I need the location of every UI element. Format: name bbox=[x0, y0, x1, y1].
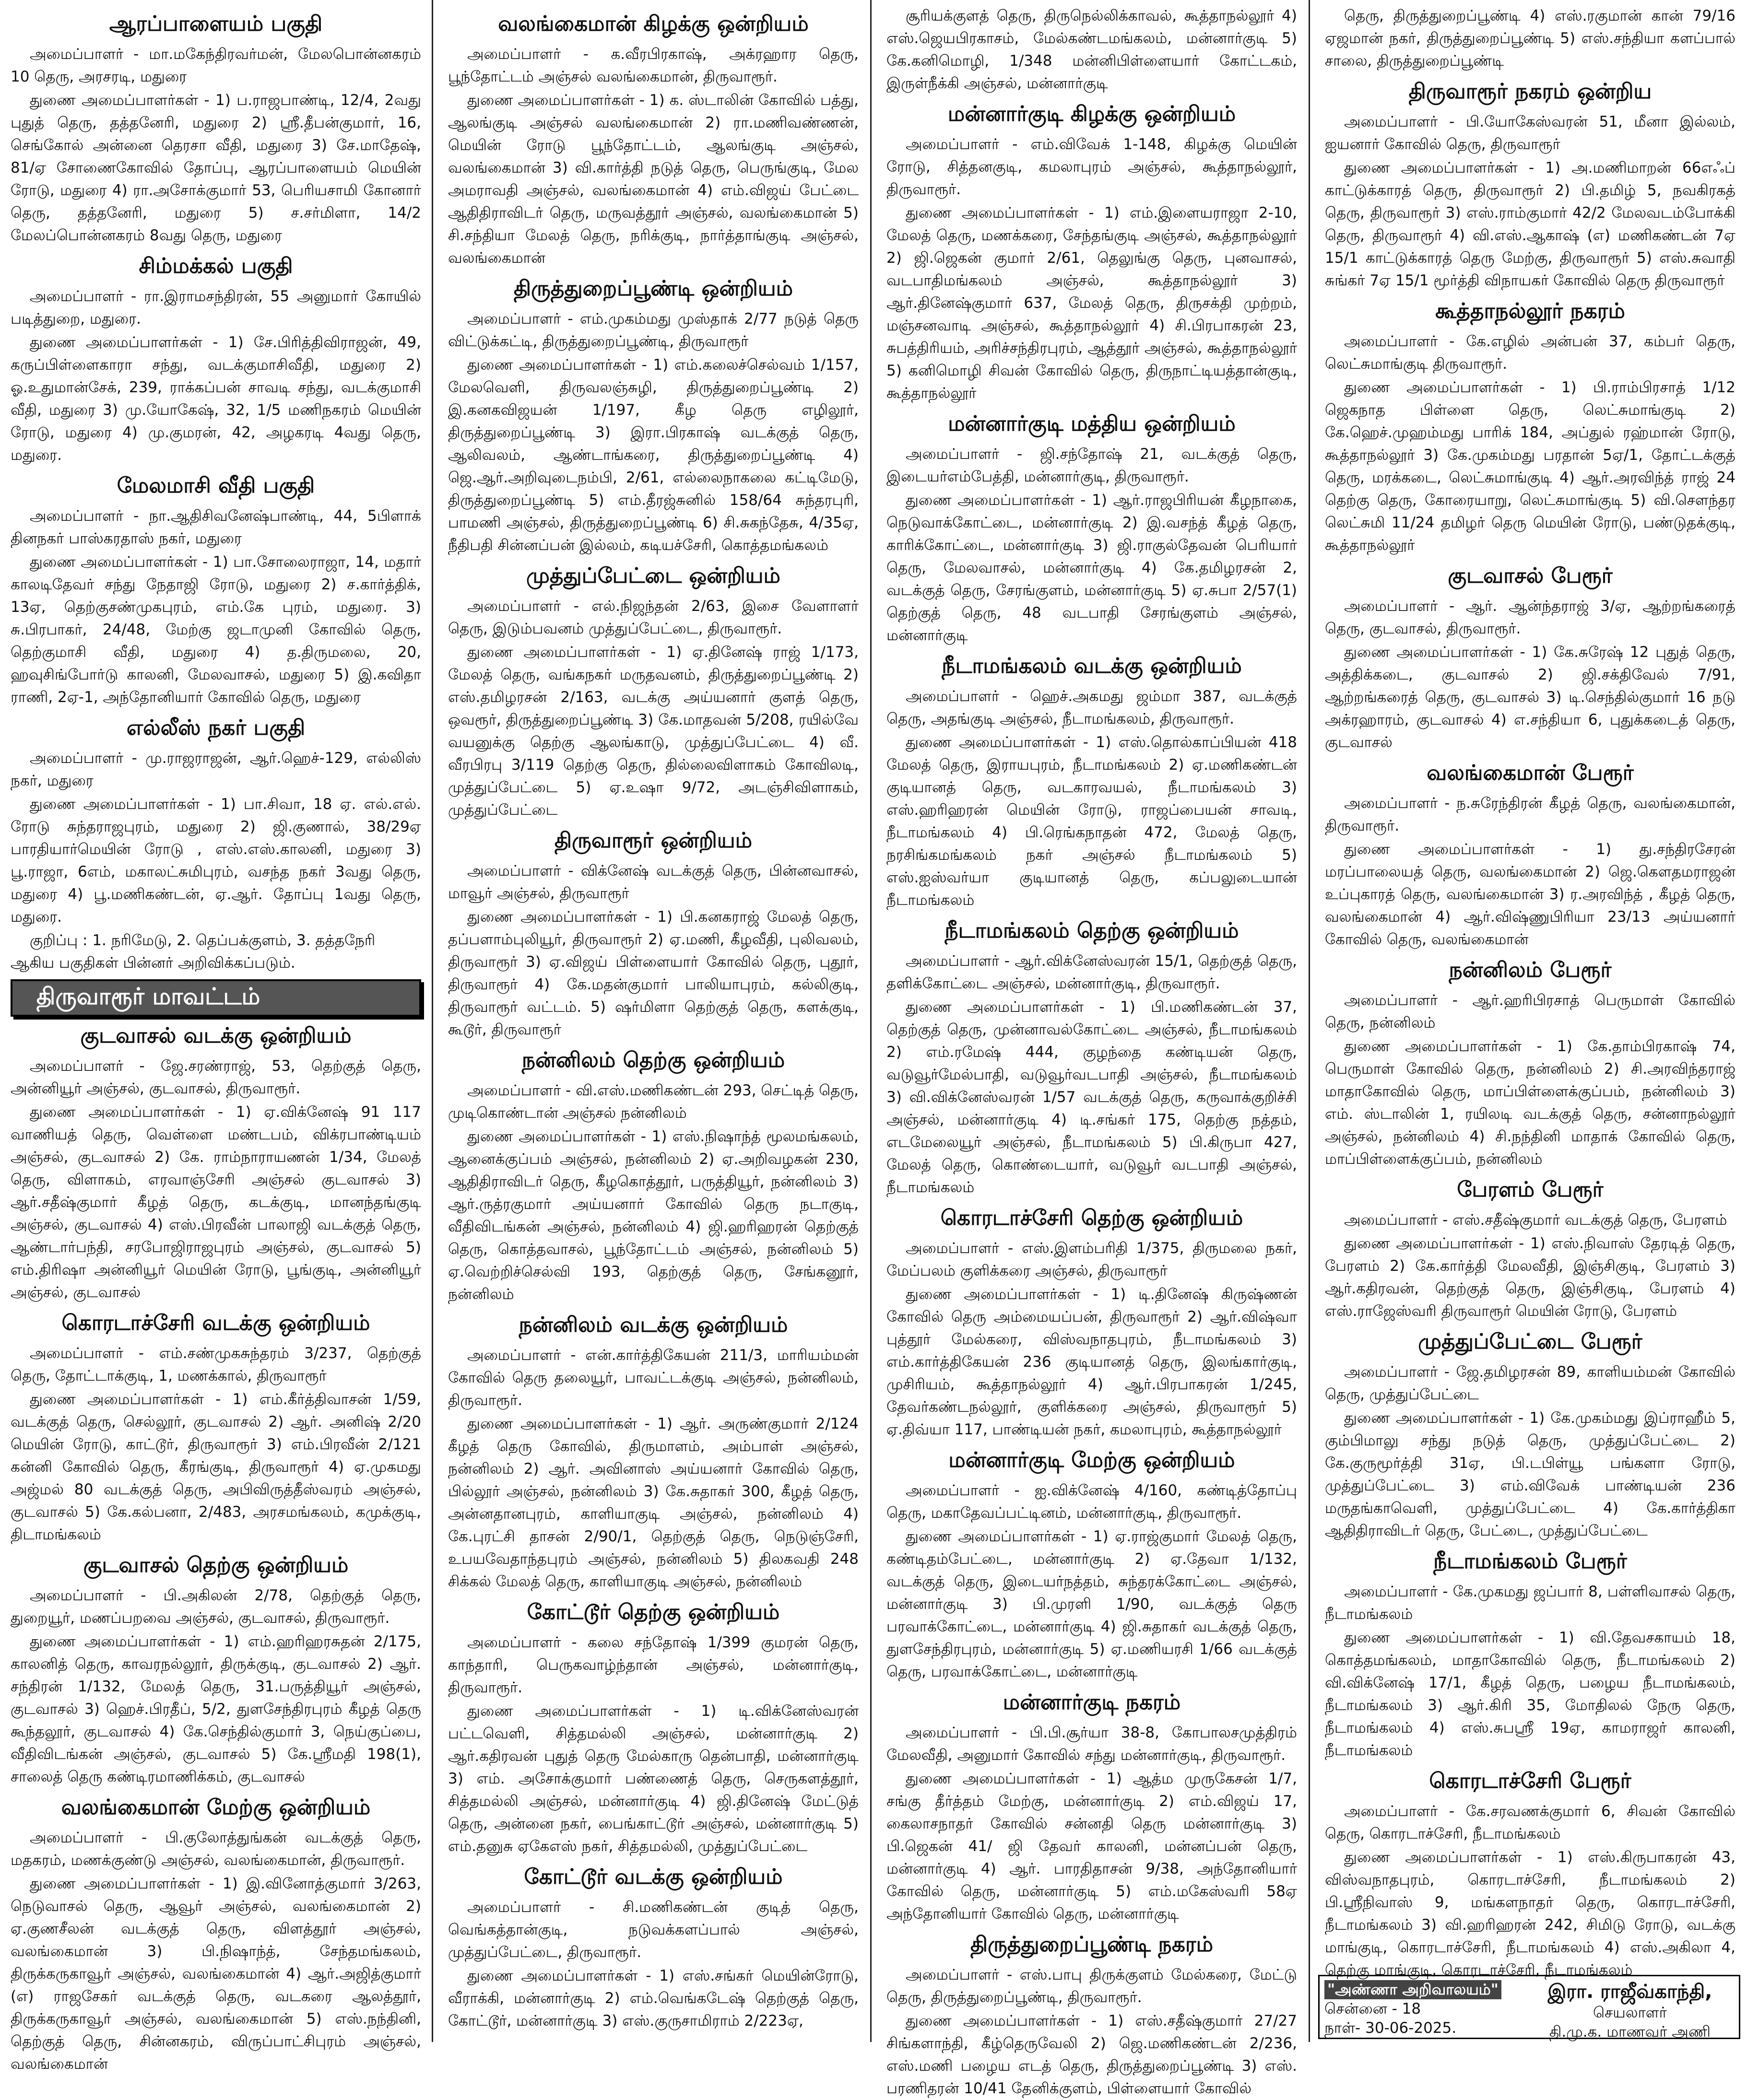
column-divider bbox=[432, 0, 433, 2042]
body-paragraph: அமைப்பாளர் - மா.மகேந்திரவர்மன், மேலபொன்னகரம் 10 தெரு, அரசரடி, மதுரை bbox=[11, 46, 421, 85]
body-paragraph: துணை அமைப்பாளர்கள் - 1) எம்.கீர்த்திவாசன் 1/59, வடக்குத் தெரு, செல்லூர், குடவாசல் 2) ஆர். அனிஷ் 2/20 மெயின் ரோடு, காட்டூர், திருவாரூர் 3) எம்.பிரவீன் 2/121 கன்னி கோவில் தெரு, கீரங்குடி, திருவாரூர் 4) ஏ.முகமது அஜ்மல் 80 வடக்குத் தெரு, அபிவிருத்தீஸ்வரம் அஞ்சல், குடவாசல் 5) கே.கல்பனா, 2/483, அரசமங்கலம், கமுக்குடி, திடாமங்கலம் bbox=[11, 1391, 421, 1543]
section-heading: கோட்டூர் தெற்கு ஒன்றியம் bbox=[527, 1600, 780, 1624]
footer-city: சென்னை - 18 bbox=[1324, 2000, 1421, 2018]
body-paragraph: துணை அமைப்பாளர்கள் - 1) எஸ்.சதீஷ்குமார் 27/27 சிங்களாந்தி, கீழ்தெருவேலி 2) ஜெ.மணிகண்டன் 2/236, எஸ்.மணி பழைய எடத் தெரு, திருத்துறைப்பூண்டி 3) எஸ். பரணிதரன் 10/41 தேனிக்குளம், பிள்ளையார் கோவில் bbox=[886, 2012, 1297, 2097]
section-heading: மேலமாசி வீதி பகுதி bbox=[117, 473, 315, 498]
section-heading: திருத்துறைப்பூண்டி நகரம் bbox=[970, 1932, 1214, 1957]
body-paragraph: துணை அமைப்பாளர்கள் - 1) ஏ.ராஜ்குமார் மேலத் தெரு, கண்டிதம்பேட்டை, மன்னார்குடி 2) ஏ.தேவா 1/132, வடக்குத் தெரு, இடையர்நத்தம், சுந்தரக்கோட்டை அஞ்சல், மன்னார்குடி 3) பி.முரளி 1/90, வடக்குத் தெரு பரவாக்கோட்டை, மன்னார்குடி 4) ஜி.சுதாகர் வடக்குத் தெரு, துளசேந்திரபுரம், மன்னார்குடி 5) ஏ.மணியரசி 1/66 வடக்குத் தெரு, பரவாக்கோட்டை, மன்னார்குடி bbox=[886, 1528, 1297, 1680]
section-heading: மன்னார்குடி மேற்கு ஒன்றியம் bbox=[948, 1448, 1235, 1472]
section-heading: கொரடாச்சேரி தெற்கு ஒன்றியம் bbox=[940, 1206, 1243, 1230]
body-paragraph: அமைப்பாளர் - என்.கார்த்திகேயன் 211/3, மாரியம்மன் கோவில் தெரு தலையூர், பாவட்டக்குடி அஞ்சல், நன்னிலம், திருவாரூர். bbox=[448, 1347, 859, 1409]
section-heading: முத்துப்பேட்டை ஒன்றியம் bbox=[526, 563, 780, 588]
section-heading: திருவாரூர் ஒன்றியம் bbox=[554, 828, 752, 853]
body-paragraph: அமைப்பாளர் - எஸ்.சதீஷ்குமார் வடக்குத் தெரு, பேரளம் bbox=[1344, 1211, 1727, 1229]
body-paragraph: துணை அமைப்பாளர்கள் - 1) கே.முகம்மது இப்ராஹீம் 5, கும்பிமாலு சந்து நடுத் தெரு, முத்துப்பேட்டை 2) கே.குருமூர்த்தி 31ஏ, பி.டபிள்யூ பங்களா ரோடு, முத்துப்பேட்டை 3) எம்.விவேக் பாண்டியன் 236 மருதங்காவெளி, முத்துப்பேட்டை 4) கே.கார்த்திகா ஆதிதிராவிடர் தெரு, பேட்டை, முத்துப்பேட்டை bbox=[1325, 1409, 1735, 1539]
section-heading: மன்னார்குடி மத்திய ஒன்றியம் bbox=[948, 411, 1236, 436]
body-paragraph: சூரியக்குளத் தெரு, திருநெல்லிக்காவல், கூத்தாநல்லூர் 4) எஸ்.ஜெயபிரகாசம், மேல்கண்டமங்கலம், மன்னார்குடி 5) கே.கனிமொழி, 1/348 மன்னிபிள்ளையார் கோட்டகம், இருள்நீக்கி அஞ்சல், மன்னார்குடி bbox=[886, 7, 1297, 92]
body-paragraph: அமைப்பாளர் - கே.முகமது ஜப்பார் 8, பள்ளிவாசல் தெரு, நீடாமங்கலம் bbox=[1325, 1583, 1735, 1623]
section-heading: திருவாரூர் நகரம் ஒன்றிய bbox=[1408, 79, 1652, 104]
district-heading: திருவாரூர் மாவட்டம் bbox=[11, 979, 421, 1017]
body-paragraph: துணை அமைப்பாளர்கள் - 1) சே.பிரித்திவிராஜன், 49, கருப்பிள்ளைகாரா சந்து, வடக்குமாசிவீதி, மதுரை 2) ஓ.உதுமான்சேக், 239, ராக்கப்பன் சாவடி சந்து, வடக்குமாசி வீதி, மதுரை 3) மு.யோகேஷ், 32, 1/5 மணிநகரம் மெயின் ரோடு, மதுரை 4) மு.குமரன், 42, அழகரடி 4வது தெரு, மதுரை. bbox=[11, 334, 421, 464]
section-heading: நீடாமங்கலம் பேரூர் bbox=[1433, 1549, 1627, 1573]
body-paragraph: அமைப்பாளர் - பி.அகிலன் 2/78, தெற்குத் தெரு, துறையூர், மணப்பறவை அஞ்சல், குடவாசல், திருவாரூர். bbox=[11, 1587, 421, 1627]
body-paragraph: அமைப்பாளர் - ஆர்.ஹரிபிரசாத் பெருமாள் கோவில் தெரு, நன்னிலம் bbox=[1325, 992, 1735, 1032]
body-paragraph: அமைப்பாளர் - எம்.முகம்மது முஸ்தாக் 2/77 நடுத் தெரு விட்டுக்கட்டி, திருத்துறைப்பூண்டி, திருவாரூர் bbox=[448, 310, 859, 350]
body-paragraph: அமைப்பாளர் - ஜே.தமிழரசன் 89, காளியம்மன் கோவில் தெரு, முத்துப்பேட்டை bbox=[1325, 1363, 1735, 1403]
body-paragraph: அமைப்பாளர் - மு.ராஜராஜன், ஆர்.ஹெச்-129, எல்லிஸ் நகர், மதுரை bbox=[11, 750, 421, 789]
section-heading: குடவாசல் தெற்கு ஒன்றியம் bbox=[83, 1553, 349, 1577]
section-heading: கொரடாச்சேரி வடக்கு ஒன்றியம் bbox=[61, 1311, 370, 1335]
section-heading: ஆரப்பாளையம் பகுதி bbox=[109, 12, 323, 36]
column-4 bbox=[1314, 0, 1746, 1979]
section-heading: கொரடாச்சேரி பேரூர் bbox=[1429, 1769, 1631, 1793]
body-paragraph: துணை அமைப்பாளர்கள் - 1) எஸ்.கிருபாகரன் 43, விஸ்வநாதபுரம், கொரடாச்சேரி, நீடாமங்கலம் 2) பி.ஸ்ரீநிவாஸ் 9, மங்களநாதர் தெரு, கொரடாச்சேரி, நீடாமங்கலம் 3) வி.ஹரிஹரன் 242, சிமிடு ரோடு, வடக்கு மாங்குடி, கொரடாச்சேரி, நீடாமங்கலம் 4) எஸ்.அகிலா 4, தெற்கு மாங்குடி, கொரடாச்சேரி, நீடாமங்கலம் bbox=[1325, 1849, 1735, 1979]
body-paragraph: துணை அமைப்பாளர்கள் - 1) ஏ.தினேஷ் ராஜ் 1/173, மேலத் தெரு, வங்கநகர் மருதவனம், திருத்துறைப்பூண்டி 2) எஸ்.தமிழரசன் 2/163, வடக்கு அய்யனார் குளத் தெரு, ஒவரூர், திருத்துறைப்பூண்டி 3) கே.மாதவன் 5/208, ரயில்வே வயனுக்கு தெற்கு ஆலங்காடு, முத்துப்பேட்டை 4) வீ. வீரபிரபு 3/119 தெற்கு தெரு, தில்லைவிளாகம் கோவிலடி, முத்துப்பேட்டை 5) ஏ.உஷா 9/72, அடஞ்சிவிளாகம், முத்துப்பேட்டை bbox=[448, 644, 859, 819]
section-heading: நீடாமங்கலம் தெற்கு ஒன்றியம் bbox=[944, 918, 1239, 943]
note-text: குறிப்பு : 1. நரிமேடு, 2. தெப்பக்குளம், 3. தத்தநேரி ஆகிய பகுதிகள் பின்னர் அறிவிக்கப்படும். bbox=[11, 932, 376, 972]
body-paragraph: துணை அமைப்பாளர்கள் - 1) ஆத்ம முருகேசன் 1/7, சங்கு தீர்த்தம் மேற்கு, மன்னார்குடி 2) எம்.விஜய் 17, கைலாசநாதர் கோவில் சன்னதி தெரு மன்னார்குடி 3) பி.ஜெகன் 41/ ஜி தேவர் காலனி, மன்னப்பன் தெரு, மன்னார்குடி 4) ஆர். பாரதிதாசன் 9/38, அந்தோனியார் கோவில் தெரு, மன்னார்குடி 5) எம்.மகேஸ்வரி 58ஏ அந்தோனியார் கோவில் தெரு, மன்னார்குடி bbox=[886, 1770, 1297, 1923]
body-paragraph: அமைப்பாளர் - ஜி.சந்தோஷ் 21, வடக்குத் தெரு, இடையர்எம்பேத்தி, மன்னார்குடி, திருவாரூர். bbox=[886, 446, 1297, 485]
body-paragraph: துணை அமைப்பாளர்கள் - 1) எஸ்.தொல்காப்பியன் 418 மேலத் தெரு, இராயபுரம், நீடாமங்கலம் 2) ஏ.மணிகண்டன் குடியானத் தெரு, வடகாரவயல், நீடாமங்கலம் 3) எஸ்.ஹரிஹரன் மெயின் ரோடு, ராஜப்பையன் சாவடி, நீடாமங்கலம் 4) பி.ரெங்கநாதன் 472, மேலத் தெரு, நரசிங்கமங்கலம் நகர் அஞ்சல் நீடாமங்கலம் 5) எஸ்.ஐஸ்வர்யா குடியானத் தெரு, கப்பலுடையான் நீடாமங்கலம் bbox=[886, 734, 1297, 909]
body-paragraph: அமைப்பாளர் - எல்.நிஜந்தன் 2/63, இசை வேளாளர் தெரு, இடும்பவனம் முத்துப்பேட்டை, திருவாரூர். bbox=[448, 598, 859, 637]
body-paragraph: துணை அமைப்பாளர்கள் - 1) க. ஸ்டாலின் கோவில் பத்து, ஆலங்குடி அஞ்சல் வலங்கைமான் 2) ரா.மணிவண்ணன், மெயின் ரோடு பூந்தோட்டம், ஆலங்குடி அஞ்சல், வலங்கைமான் 3) வி.கார்த்தி நடுத் தெரு, பெருங்குடி, மேல அமராவதி அஞ்சல், வலங்கைமான் 4) எம்.விஜய் பேட்டை ஆதிதிராவிடர் தெரு, மருவத்தூர் அஞ்சல், வலங்கைமான் 5) சி.சந்தியா மேலத் தெரு, நரிக்குடி, நார்த்தாங்குடி அஞ்சல், வலங்கைமான் bbox=[448, 92, 859, 267]
body-paragraph: துணை அமைப்பாளர்கள் - 1) கே.சுரேஷ் 12 புதுத் தெரு, அத்திக்கடை, குடவாசல் 2) ஜி.சக்திவேல் 7/91, ஆற்றங்கரைத் தெரு, குடவாசல் 3) டி.செந்தில்குமார் 16 நடு அக்ரஹாரம், குடவாசல் 4) எ.சந்தியா 6, புதுக்கடைத் தெரு, குடவாசல் bbox=[1325, 644, 1735, 751]
body-paragraph: அமைப்பாளர் - நா.ஆதிசிவனேஷ்பாண்டி, 44, 5பிளாக் தினநகர் பாஸ்கரதாஸ் நகர், மதுரை bbox=[11, 507, 421, 547]
body-paragraph: அமைப்பாளர் - கே.சரவணக்குமார் 6, சிவன் கோவில் தெரு, கொரடாச்சேரி, நீடாமங்கலம் bbox=[1325, 1803, 1735, 1842]
section-heading: நீடாமங்கலம் வடக்கு ஒன்றியம் bbox=[942, 654, 1242, 678]
body-paragraph: துணை அமைப்பாளர்கள் - 1) எஸ்.நிவாஸ் தேரடித் தெரு, பேரளம் 2) கே.கார்த்தி மேலவீதி, இஞ்சிகுடி, பேரளம் 3) ஆர்.கதிரவன், தெற்குத் தெரு, இஞ்சிகுடி, பேரளம் 4) எஸ்.ராஜேஸ்வரி திருவாரூர் மெயின் ரோடு, பேரளம் bbox=[1325, 1235, 1735, 1320]
section-heading: வலங்கைமான் பேரூர் bbox=[1427, 761, 1634, 785]
body-paragraph: துணை அமைப்பாளர்கள் - 1) வி.தேவசகாயம் 18, கொத்தமங்கலம், மாதாகோவில் தெரு, நீடாமங்கலம் 2) வி.விக்னேஷ் 17/1, கீழத் தெரு, பழைய நீடாமங்கலம், நீடாமங்கலம் 3) ஆர்.கிரி 35, மோதிலல் நேரு தெரு, நீடாமங்கலம் 4) எஸ்.சுபஸ்ரீ 19ஏ, காமராஜர் காலனி, நீடாமங்கலம் bbox=[1325, 1629, 1735, 1759]
footer-date: நாள்- 30-06-2025. bbox=[1324, 2019, 1457, 2037]
body-paragraph: தெரு, திருத்துறைப்பூண்டி 4) எஸ்.ரகுமான் கான் 79/16 ஏஜமான் நகர், திருத்துறைப்பூண்டி 5) எஸ்.சந்தியா களப்பால் சாலை, திருத்துறைப்பூண்டி bbox=[1325, 7, 1735, 70]
body-paragraph: துணை அமைப்பாளர்கள் - 1) டி.தினேஷ் கிருஷ்ணன் கோவில் தெரு அம்மையப்பன், திருவாரூர் 2) ஆர்.விஷ்வா புத்தூர் மேல்கரை, விஸ்வநாதபுரம், நீடாமங்கலம் 3) எம்.கார்த்திகேயன் 236 குடியானத் தெரு, இலங்கார்குடி, முசிரியம், கூத்தாநல்லூர் 4) ஆர்.பிரபாகரன் 1/245, தேவர்கண்டநல்லூர், குளிக்கரை அஞ்சல், திருவாரூர் 5) ஏ.திவ்யா 117, பாண்டியன் நகர், கமலாபுரம், கூத்தாநல்லூர் bbox=[886, 1286, 1297, 1438]
body-paragraph: துணை அமைப்பாளர்கள் - 1) பி.ராம்பிரசாத் 1/12 ஜெகநாத பிள்ளை தெரு, லெட்சுமாங்குடி 2) கே.ஹெச்.முஹம்மது பாரிக் 184, அப்துல் ரஹ்மான் ரோடு, கூத்தாநல்லூர் 3) கே.முகம்மது பரதான் 5ஏ/1, தோட்டக்குத் தெரு, மரக்கடை, லெட்சுமாங்குடி 4) ஆர்.அரவிந்த் ராஜ் 24 தெற்கு தெரு, கோரையாறு, லெட்சுமாங்குடி 5) வி.சௌந்தர லெட்சுமி 11/24 தமிழர் தெரு மெயின் ரோடு, பண்டுதக்குடி, கூத்தாநல்லூர் bbox=[1325, 379, 1735, 554]
section-heading: நன்னிலம் தெற்கு ஒன்றியம் bbox=[521, 1048, 785, 1072]
section-heading: மன்னார்குடி கிழக்கு ஒன்றியம் bbox=[947, 102, 1236, 126]
section-heading: மன்னார்குடி நகரம் bbox=[1003, 1690, 1181, 1714]
body-paragraph: துணை அமைப்பாளர்கள் - 1) எம்.ஹரிஹரசுதன் 2/175, காலனித் தெரு, காவரநல்லூர், திருக்குடி, குடவாசல் 2) ஆர். சந்திரன் 1/132, மேலத் தெரு, 31.பருத்தியூர் அஞ்சல், குடவாசல் 3) ஹெச்.பிரதீப், 5/2, துளசேந்திரபுரம் கீழத் தெரு கூந்தலூர், குடவாசல் 4) கே.செந்தில்குமார் 3, நெய்குப்பை, வீதிவிடங்கன் அஞ்சல், குடவாசல் 5) கே.ஸ்ரீமதி 198(1), சாலைத் தெரு கண்டிரமாணிக்கம், குடவாசல் bbox=[11, 1633, 421, 1785]
body-paragraph: துணை அமைப்பாளர்கள் - 1) கே.தாம்பிரகாஷ் 74, பெருமாள் கோவில் தெரு, நன்னிலம் 2) சி.அரவிந்தராஜ் மாதாகோவில் தெரு, மாப்பிள்ளைக்குப்பம், நன்னிலம் 3) எம். ஸ்டாலின் 1, ரயிலடி வடக்குத் தெரு, சன்னாநல்லூர் அஞ்சல், நன்னிலம் 4) சி.நந்தினி மாதாக் கோவில் தெரு, மாப்பிள்ளைக்குப்பம், நன்னிலம் bbox=[1325, 1038, 1735, 1168]
body-paragraph: துணை அமைப்பாளர்கள் - 1) ப.ராஜபாண்டி, 12/4, 2வது புதுத் தெரு, தத்தனேரி, மதுரை 2) ஸ்ரீ.தீபன்குமார், 16, செங்கோல் அன்னை தெரசா வீதி, மதுரை 3) சே.மாதேஷ், 81/ஏ சோணைகோவில் தோப்பு, ஆரப்பாளையம் மெயின் ரோடு, மதுரை 4) ரா.அசோக்குமார் 53, பெரியசாமி கோனார் தெரு, தத்தனேரி, மதுரை 5) ச.சர்மிளா, 14/2 மேலப்பொன்னகரம் 8வது தெரு, மதுரை bbox=[11, 92, 421, 244]
body-paragraph: அமைப்பாளர் - பி.குலோத்துங்கன் வடக்குத் தெரு, மதகரம், மணக்குண்டு அஞ்சல், வலங்கைமான், திருவாரூர். bbox=[11, 1829, 421, 1869]
body-paragraph: துணை அமைப்பாளர்கள் - 1) து.சந்திரசேரன் மரப்பாலையத் தெரு, வலங்கைமான் 2) ஜெ.கௌதமராஜன் உப்புகாரத் தெரு, வலங்கைமான் 3) ர.அரவிந்த் , கீழத் தெரு, வலங்கைமான் 4) ஆர்.விஷ்ணுபிரியா 23/13 அய்யனார் கோவில் தெரு, வலங்கைமான் bbox=[1325, 841, 1735, 948]
body-paragraph: அமைப்பாளர் - கே.எழில் அன்பன் 37, கம்பர் தெரு, லெட்சுமாங்குடி திருவாரூர். bbox=[1325, 333, 1735, 373]
section-heading: நன்னிலம் பேரூர் bbox=[1449, 958, 1612, 982]
body-paragraph: துணை அமைப்பாளர்கள் - 1) பா.சோலைராஜா, 14, மதார் காலடிதேவர் சந்து நேதாஜி ரோடு, மதுரை 2) ச.கார்த்திக், 13ஏ, தெற்குசண்முகபுரம், எம்.கே புரம், மதுரை. 3) சு.பிரபாகர், 24/48, மேற்கு ஜடாமுனி கோவில் தெரு, தெற்குமாசி வீதி, மதுரை 4) த.திருமலை, 20, ஹவுசிங்போர்டு காலனி, மேலவாசல், மதுரை 5) இ.கவிதா ராணி, 2ஏ-1, அந்தோனியார் கோவில் தெரு, மதுரை bbox=[11, 553, 421, 706]
footer-quote: "அண்ணா அறிவாலயம்" bbox=[1324, 1980, 1501, 1999]
signatory-name: இரா. ராஜீவ்காந்தி, bbox=[1547, 1981, 1712, 2003]
body-paragraph: துணை அமைப்பாளர்கள் - 1) ஏ.விக்னேஷ் 91 117 வாணியத் தெரு, வெள்ளை மண்டபம், விக்ரபாண்டியம் அஞ்சல், குடவாசல் 2) கே. ராம்நாராயணன் 1/34, மேலத் தெரு, விளாகம், எரவாஞ்சேரி அஞ்சல் குடவாசல் 3) ஆர்.சதீஷ்குமார் கீழத் தெரு, கடக்குடி, மானந்தங்குடி அஞ்சல், குடவாசல் 4) எஸ்.பிரவீன் பாலாஜி வடக்குத் தெரு, ஆண்டார்பந்தி, சரபோஜிராஜபுரம் அஞ்சல், குடவாசல் 5) எம்.திரிஷா அன்னியூர் மெயின் ரோடு, பூங்குடி, அன்னியூர் அஞ்சல், குடவாசல் bbox=[11, 1103, 421, 1301]
body-paragraph: துணை அமைப்பாளர்கள் - 1) எம்.கலைச்செல்வம் 1/157, மேலவெளி, திருவலஞ்சுழி, திருத்துறைப்பூண்டி 2) இ.கனகவிஜயன் 1/197, கீழ தெரு எழிலூர், திருத்துறைப்பூண்டி 3) இரா.பிரகாஷ் வடக்குத் தெரு, ஆலிவலம், ஆண்டாங்கரை, திருத்துறைப்பூண்டி 4) ஜெ.ஆர்.அறிவுடைநம்பி, 2/61, எல்லைநாகலை கட்டிமேடு, திருத்துறைப்பூண்டி 5) எம்.தீரஜ்சுனில் 158/64 சுந்தரபுரி, பாமணி அஞ்சல், திருத்துறைப்பூண்டி 6) சி.சுகந்தேசு, 4/35ஏ, நீதிபதி சின்னப்பன் இல்லம், கடியச்சேரி, கொத்தமங்கலம் bbox=[448, 356, 859, 554]
section-heading: கோட்டூர் வடக்கு ஒன்றியம் bbox=[524, 1865, 783, 1889]
section-heading: வலங்கைமான் மேற்கு ஒன்றியம் bbox=[61, 1795, 371, 1819]
body-paragraph: அமைப்பாளர் - ஐ.விக்னேஷ் 4/160, கண்டித்தோப்பு தெரு, மகாதேவப்பட்டினம், மன்னார்குடி, திருவாரூர். bbox=[886, 1482, 1297, 1522]
column-divider bbox=[870, 0, 872, 2042]
body-paragraph: அமைப்பாளர் - ஜே.சரண்ராஜ், 53, தெற்குத் தெரு, அன்னியூர் அஞ்சல், குடவாசல், திருவாரூர். bbox=[11, 1057, 421, 1097]
body-paragraph: துணை அமைப்பாளர்கள் - 1) டி.விக்னேஸ்வரன் பட்டவெளி, சித்தமல்லி அஞ்சல், மன்னார்குடி 2) ஆர்.கதிரவன் புதுத் தெரு மேல்காரு தென்பாதி, மன்னார்குடி 3) எம். அசோக்குமார் பண்ணைத் தெரு, செருகளத்தூர், சித்தமல்லி அஞ்சல், மன்னார்குடி 4) ஜி.தினேஷ் மேட்டுத் தெரு, அன்னை நகர், பைங்காட்டூர் அஞ்சல், மன்னார்குடி 5) எம்.தனுசு ஏகேஎஸ் நகர், சித்தமல்லி, முத்துப்பேட்டை bbox=[448, 1702, 859, 1855]
body-paragraph: துணை அமைப்பாளர்கள் - 1) பி.கனகராஜ் மேலத் தெரு, தப்பளாம்புலியூர், திருவாரூர் 2) ஏ.மணி, கீழவீதி, புலிவலம், திருவாரூர் 3) ஏ.விஜய் பிள்ளையார் கோவில் தெரு, புதூர், திருவாரூர் 4) கே.மதன்குமார் பாலியாபுரம், கல்லிகுடி, திருவாரூர் வட்டம். 5) ஷர்மிளா தெற்குத் தெரு, களக்குடி, கூடூர், திருவாரூர் bbox=[448, 908, 859, 1038]
section-heading: குடவாசல் பேரூர் bbox=[1448, 563, 1613, 588]
signatory-wing: தி.மு.க. மாணவர் அணி bbox=[1549, 2023, 1711, 2041]
body-paragraph: துணை அமைப்பாளர்கள் - 1) எம்.இளையராஜா 2-10, மேலத் தெரு, மணக்கரை, சேந்தங்குடி அஞ்சல், கூத்தாநல்லூர் 2) ஜி.ஜெகன் குமார் 2/61, தெலுங்கு தெரு, புனவாசல், வடபாதிமங்கலம் அஞ்சல், கூத்தாநல்லூர் 3) ஆர்.தினேஷ்குமார் 637, மேலத் தெரு, திருசக்தி முற்றம், மஞ்சனவாடி அஞ்சல், கூத்தாநல்லூர் 4) சி.பிரபாகரன் 23, சுபத்திரியம், அரிச்சந்திரபுரம், ஆத்தூர் அஞ்சல், கூத்தாநல்லூர் 5) கனிமொழி சிவன் கோவில் தெரு, திருநாட்டியத்தான்குடி, கூத்தாநல்லூர் bbox=[886, 204, 1297, 402]
body-paragraph: துணை அமைப்பாளர்கள் - 1) எஸ்.நிஷாந்த் மூலமங்கலம், ஆனைக்குப்பம் அஞ்சல், நன்னிலம் 2) ஏ.அறிவழகன் 230, ஆதிதிராவிடர் தெரு, கீழகொத்தூர், பருத்தியூர், நன்னிலம் 3) ஆர்.ருத்ரகுமார் அய்யனார் கோவில் தெரு நடாகுடி, வீதிவிடங்கன் அஞ்சல், நன்னிலம் 4) ஜி.ஹரிஹரன் தெற்குத் தெரு, கொத்தவாசல், பூந்தோட்டம் அஞ்சல், நன்னிலம் 5) ஏ.வெற்றிச்செல்வி 193, தெற்குத் தெரு, சேங்கனூர், நன்னிலம் bbox=[448, 1128, 859, 1303]
body-paragraph: அமைப்பாளர் - க.வீரபிரகாஷ், அக்ரஹார தெரு, பூந்தோட்டம் அஞ்சல் வலங்கைமான், திருவாரூர். bbox=[448, 46, 859, 85]
body-paragraph: அமைப்பாளர் - எம்.சண்முகசுந்தரம் 3/237, தெற்குத் தெரு, தோட்டாக்குடி, 1, மணக்கால், திருவாரூர் bbox=[11, 1345, 421, 1384]
body-paragraph: அமைப்பாளர் - ஆர்.விக்னேஸ்வரன் 15/1, தெற்குத் தெரு, தளிக்கோட்டை அஞ்சல், மன்னார்குடி, திருவாரூர். bbox=[886, 952, 1297, 992]
section-heading: முத்துப்பேட்டை பேரூர் bbox=[1418, 1329, 1642, 1354]
signatory-role: செயலாளர் bbox=[1593, 2004, 1667, 2021]
body-paragraph: துணை அமைப்பாளர்கள் - 1) ஆர்.ராஜபிரியன் கீழநாகை, நெடுவாக்கோட்டை, மன்னார்குடி 2) இ.வசந்த் கீழத் தெரு, காரிக்கோட்டை, மன்னார்குடி 3) ஜி.ராகுல்தேவன் பெரியார் தெரு, மேலவாசல், மன்னார்குடி 4) கே.தமிழரசன் 2, வடக்குத் தெரு, சேரங்குளம், மன்னார்குடி 5) ஏ.சுபா 2/57(1) தெற்குத் தெரு, 48 வடபாதி சேரங்குளம் அஞ்சல், மன்னார்குடி bbox=[886, 492, 1297, 644]
section-heading: கூத்தாநல்லூர் நகரம் bbox=[1435, 299, 1625, 323]
body-paragraph: அமைப்பாளர் - எஸ்.இளம்பரிதி 1/375, திருமலை நகர், மேப்பலம் குளிக்கரை அஞ்சல், திருவாரூர் bbox=[886, 1240, 1297, 1279]
footer-left bbox=[1320, 1976, 1521, 2038]
body-paragraph: துணை அமைப்பாளர்கள் - 1) எஸ்.சங்கர் மெயின்ரோடு, வீராக்கி, மன்னார்குடி 2) எம்.வெங்கடேஷ் தெற்குத் தெரு, கோட்டூர், மன்னார்குடி 3) எஸ்.குருசாமிராம் 2/223ஏ, bbox=[448, 1967, 859, 2030]
body-paragraph: அமைப்பாளர் - பி.யோகேஸ்வரன் 51, மீனா இல்லம், ஐயனார் கோவில் தெரு, திருவாரூர் bbox=[1325, 113, 1735, 153]
body-paragraph: அமைப்பாளர் - ஹெச்.அகமது ஜம்மா 387, வடக்குத் தெரு, அதங்குடி அஞ்சல், நீடாமங்கலம், திருவாரூர். bbox=[886, 688, 1297, 727]
body-paragraph: துணை அமைப்பாளர்கள் - 1) இ.வினோத்குமார் 3/263, நெடுவாசல் தெரு, ஆவூர் அஞ்சல், வலங்கைமான் 2) ஏ.குணசீலன் வடக்குத் தெரு, விளத்தூர் அஞ்சல், வலங்கைமான் 3) பி.நிஷாந்த், சேந்தமங்கலம், திருக்கருகாவூர் அஞ்சல், வலங்கைமான் 4) ஆர்.அஜித்குமார் (எ) ராஜசேகர் வடக்குத் தெரு, வடகரை ஆலத்தூர், திருக்கருகாவூர் அஞ்சல், வலங்கைமான் 5) எஸ்.நந்தினி, தெற்குத் தெரு, சின்னகரம், விருப்பாட்சிபுரம் அஞ்சல், வலங்கைமான் bbox=[11, 1875, 421, 2073]
body-paragraph: துணை அமைப்பாளர்கள் - 1) அ.மணிமாறன் 66எஃப் காட்டுக்காரத் தெரு, திருவாரூர் 2) பி.தமிழ் 5, நவகிரகத் தெரு, திருவாரூர் 3) எஸ்.ராம்குமார் 42/2 மேலவடம்போக்கி தெரு, திருவாரூர் 4) வி.எஸ்.ஆகாஷ் (எ) மணிகண்டன் 7ஏ 15/1 காட்டுக்காரத் தெரு மேற்கு, திருவாரூர் 5) எஸ்.சுவாதி சுங்கர் 7ஏ 15/1 மூர்த்தி விநாயகர் கோவில் தெரு திருவாரூர் bbox=[1325, 159, 1735, 289]
body-paragraph: துணை அமைப்பாளர்கள் - 1) ஆர். அருண்குமார் 2/124 கீழத் தெரு கோவில், திருமாளம், அம்பாள் அஞ்சல், நன்னிலம் 2) ஆர். அவினாஸ் அய்யனார் கோவில் தெரு, பில்லூர் அஞ்சல், நன்னிலம் 3) கே.சுதாகர் 300, கீழத் தெரு, அன்னதானபுரம், காளியாகுடி அஞ்சல், நன்னிலம் 4) கே.புரட்சி தாசன் 2/90/1, தெற்குத் தெரு, நெடுஞ்சேரி, உபயவேதாந்தபுரம் அஞ்சல், நன்னிலம் 5) திலகவதி 248 சிக்கல் மேலத் தெரு, காளியாகுடி அஞ்சல், நன்னிலம் bbox=[448, 1415, 859, 1590]
body-paragraph: துணை அமைப்பாளர்கள் - 1) பா.சிவா, 18 ஏ. எல்.எல். ரோடு சுந்தராஜபுரம், மதுரை 2) ஜி.குணால், 38/29ஏ பாரதியார்மெயின் ரோடு , எஸ்.எஸ்.காலனி, மதுரை 3) பூ.ராஜா, 6எம், மகாலட்சுமிபுரம், வசந்த நகர் 3வது தெரு, மதுரை 4) பூ.மணிகண்டன், ஏ.ஆர். தோப்பு 1வது தெரு, மதுரை. bbox=[11, 796, 421, 926]
body-paragraph: அமைப்பாளர் - சி.மணிகண்டன் குடித் தெரு, வெங்கத்தான்குடி, நடுவக்களப்பால் அஞ்சல், முத்துப்பேட்டை, திருவாரூர். bbox=[448, 1899, 859, 1961]
column-3 bbox=[876, 0, 1308, 2097]
signature-box bbox=[1318, 1975, 1740, 2039]
section-heading: எல்லீஸ் நகர் பகுதி bbox=[126, 716, 306, 740]
section-heading: வலங்கைமான் கிழக்கு ஒன்றியம் bbox=[498, 12, 809, 36]
body-paragraph: அமைப்பாளர் - ஆர். ஆன்ந்தராஜ் 3/ஏ, ஆற்றங்கரைத் தெரு, குடவாசல், திருவாரூர். bbox=[1325, 598, 1735, 637]
column-divider bbox=[1309, 0, 1310, 2042]
footer-right bbox=[1521, 1976, 1739, 2041]
body-paragraph: துணை அமைப்பாளர்கள் - 1) பி.மணிகண்டன் 37, தெற்குத் தெரு, முன்னாவல்கோட்டை அஞ்சல், நீடாமங்கலம் 2) எம்.ரமேஷ் 444, குழந்தை கண்டியன் தெரு, வடுவூர்மேல்பாதி, வடுவூர்வடபாதி அஞ்சல், நீடாமங்கலம் 3) வி.விக்னேஸ்வரன் 1/57 வடக்குத் தெரு, கருவாக்குறிச்சி அஞ்சல், மன்னார்குடி 4) டி.சங்கர் 175, தெற்கு நத்தம், எடமேலையூர் அஞ்சல், நீடாமங்கலம் 5) பி.கிருபா 427, மேலத் தெரு, கொண்டையார், வடுவூர் வடபாதி அஞ்சல், நீடாமங்கலம் bbox=[886, 998, 1297, 1196]
body-paragraph: அமைப்பாளர் - ரா.இராமசந்திரன், 55 அனுமார் கோயில் படித்துறை, மதுரை. bbox=[11, 288, 421, 328]
column-2 bbox=[437, 0, 869, 2042]
section-heading: குடவாசல் வடக்கு ஒன்றியம் bbox=[80, 1023, 352, 1048]
section-heading: திருத்துறைப்பூண்டி ஒன்றியம் bbox=[513, 276, 793, 301]
section-heading: நன்னிலம் வடக்கு ஒன்றியம் bbox=[519, 1313, 788, 1337]
body-paragraph: அமைப்பாளர் - எம்.விவேக் 1-148, கிழக்கு மெயின் ரோடு, சித்தனகுடி, கமலாபுரம் அஞ்சல், கூத்தாநல்லூர், திருவாரூர். bbox=[886, 136, 1297, 198]
body-paragraph: அமைப்பாளர் - கலை சந்தோஷ் 1/399 குமரன் தெரு, காந்தாரி, பெருகவாழ்ந்தான் அஞ்சல், மன்னார்குடி, திருவாரூர். bbox=[448, 1634, 859, 1696]
body-paragraph: அமைப்பாளர் - வி.எஸ்.மணிகண்டன் 293, செட்டித் தெரு, முடிகொண்டான் அஞ்சல் நன்னிலம் bbox=[448, 1082, 859, 1122]
body-paragraph: அமைப்பாளர் - எஸ்.பாபு திருக்குளம் மேல்கரை, மேட்டு தெரு, திருத்துறைப்பூண்டி, திருவாரூர். bbox=[886, 1966, 1297, 2006]
body-paragraph: அமைப்பாளர் - ந.சுரேந்திரன் கீழத் தெரு, வலங்கைமான், திருவாரூர். bbox=[1325, 795, 1735, 834]
body-paragraph: அமைப்பாளர் - விக்னேஷ் வடக்குத் தெரு, பின்னவாசல், மாவூர் அஞ்சல், திருவாரூர் bbox=[448, 862, 859, 902]
section-heading: சிம்மக்கல் பகுதி bbox=[139, 254, 293, 278]
body-paragraph: அமைப்பாளர் - பி.பி.சூர்யா 38-8, கோபாலசமுத்திரம் மேலவீதி, அனுமார் கோவில் சந்து மன்னார்குடி, திருவாரூர். bbox=[886, 1724, 1297, 1764]
section-heading: பேரளம் பேரூர் bbox=[1457, 1177, 1604, 1202]
column-1 bbox=[0, 0, 432, 2073]
